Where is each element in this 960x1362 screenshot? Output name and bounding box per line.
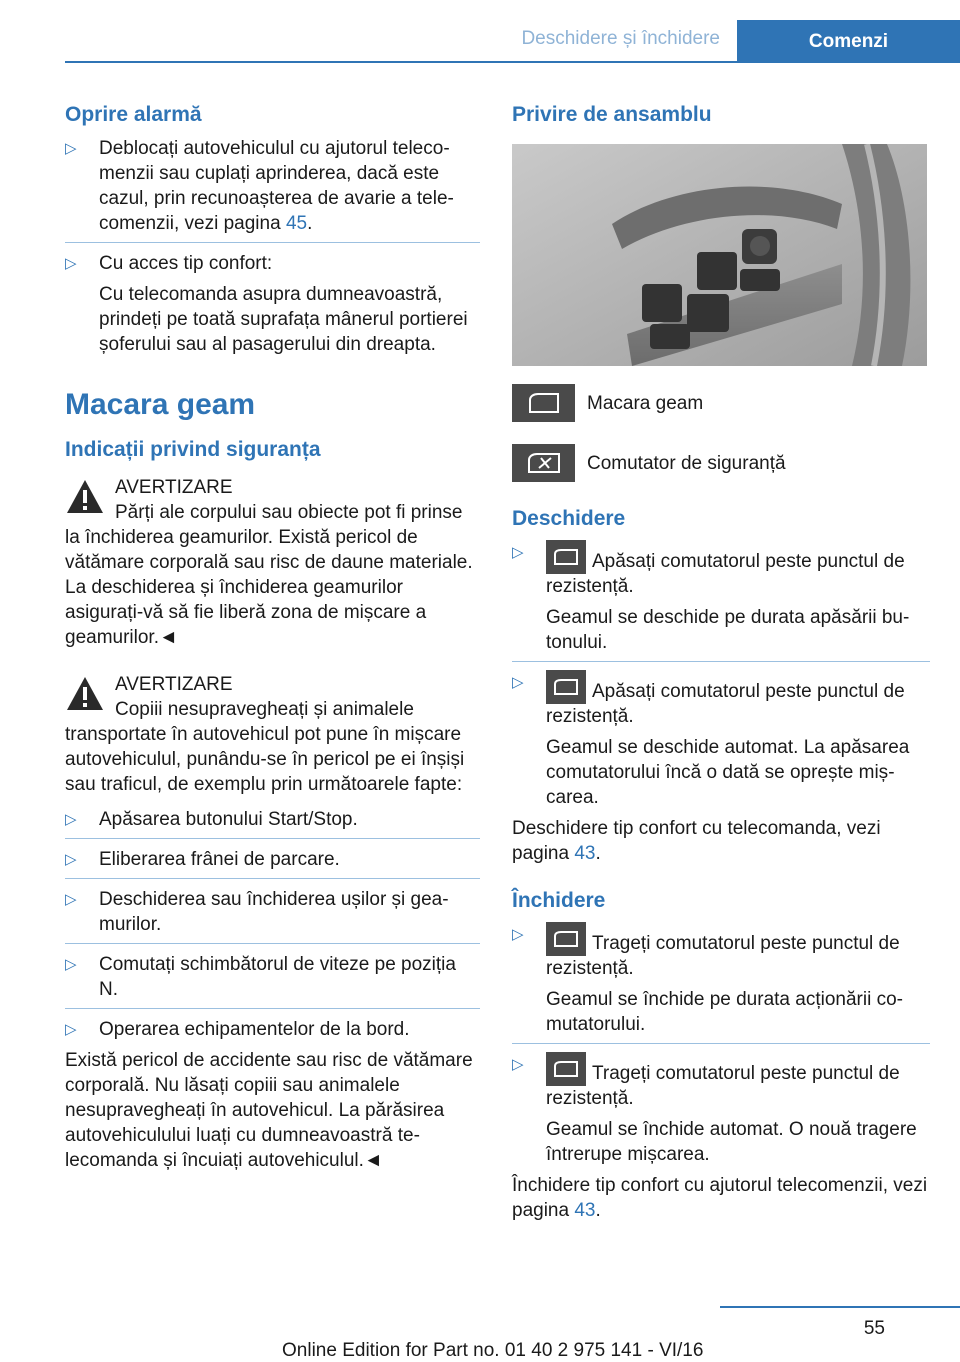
bullet-triangle-icon: ▷ (512, 544, 524, 561)
list-item: ▷ Cu acces tip confort: Cu telecomanda asupra dumneavoastră, prindeți pe toată suprafața mânerul portierei șoferului sau al pasagerului din dreapta. (65, 253, 468, 355)
divider (512, 661, 930, 662)
list-item: ▷ Operarea echipamentelor de la bord. (65, 1019, 410, 1040)
safety-switch-icon (512, 444, 575, 482)
bullet-triangle-icon: ▷ (65, 891, 77, 908)
warning-text: Copiii nesupravegheați și animalele transportate în autovehicul pot pune în mișcare autovehiculul, punându-se în pericol pe ei înșiși sau traficul, de exemplu prin următoarele fapte: (65, 699, 465, 795)
section-title: Macara geam (65, 388, 256, 421)
right-column (512, 100, 930, 1229)
header-rule (65, 61, 960, 63)
bullet-triangle-icon: ▷ (65, 140, 77, 157)
bullet-triangle-icon: ▷ (65, 956, 77, 973)
alarm-title: Oprire alarmă (65, 103, 202, 126)
open-comfort-paragraph: Deschidere tip confort cu telecomanda, vezi pagina 43. (512, 818, 881, 864)
divider (65, 838, 480, 839)
bullet-triangle-icon: ▷ (512, 1056, 524, 1073)
legend-window-switch (512, 384, 930, 422)
list-item: ▷ Eliberarea frânei de parcare. (65, 849, 340, 870)
list-item: ▷ Apăsați comutatorul peste punctul de rezistență. Geamul se deschide pe durata apăsării butonului. (512, 540, 930, 655)
legend-safety-switch (512, 444, 930, 482)
bullet-triangle-icon: ▷ (65, 255, 77, 272)
warning-list (65, 807, 480, 1042)
window-switch-icon (546, 922, 586, 956)
edition-text: Online Edition for Part no. 01 40 2 975 141 - VI/16 (282, 1340, 704, 1361)
window-switch-icon (546, 1052, 586, 1086)
header-chapter-tab: Comenzi (737, 20, 960, 63)
page-link[interactable]: 43 (574, 843, 596, 864)
list-item: ▷ Trageți comutatorul peste punctul de rezistență. Geamul se închide automat. O nouă tragere întrerupe mișcarea. (512, 1052, 930, 1167)
bullet-triangle-icon: ▷ (65, 811, 77, 828)
close-title: Închidere (512, 889, 606, 912)
divider (65, 242, 480, 243)
divider (65, 943, 480, 944)
warning-icon (65, 674, 105, 714)
list-item: ▷ Deblocați autovehiculul cu ajutorul telecomenzii sau cuplați aprinderea, dacă este cazul, prin recunoașterea de avarie a telecomenzii, vezi pagina 45. (65, 138, 454, 234)
list-item: ▷ Apăsați comutatorul peste punctul de rezistență. Geamul se deschide automat. La apăsarea comutatorului încă o dată se oprește mișcarea. (512, 670, 930, 810)
door-panel-photo (512, 144, 927, 366)
overview-title: Privire de ansamblu (512, 103, 712, 126)
divider (65, 1008, 480, 1009)
warning-block (65, 672, 480, 797)
divider (65, 878, 480, 879)
window-switch-icon (546, 670, 586, 704)
open-title: Deschidere (512, 507, 626, 530)
warning-icon (65, 477, 105, 517)
page-link[interactable]: 45 (285, 213, 308, 234)
warning-block (65, 475, 480, 650)
warning-title: AVERTIZARE (115, 674, 233, 695)
list-item: ▷ Apăsarea butonului Start/Stop. (65, 809, 358, 830)
warning-text: Părți ale corpului sau obiecte pot fi prinse la închiderea geamurilor. Există pericol de vătămare corporală sau risc de daune materiale. La deschiderea și închiderea geamurilor asigurați-vă să fie liberă zona de mișcare a geamurilor.◄ (65, 502, 473, 648)
bullet-triangle-icon: ▷ (65, 1021, 77, 1038)
list-item: ▷ Deschiderea sau închiderea ușilor și geamurilor. (65, 889, 449, 935)
list-item: ▷ Comutați schimbătorul de viteze pe poziția N. (65, 954, 456, 1000)
legend-label: Macara geam (587, 392, 704, 414)
legend-label: Comutator de siguranță (587, 452, 786, 474)
bullet-triangle-icon: ▷ (512, 926, 524, 943)
footer-rule (720, 1306, 960, 1308)
closing-paragraph: Există pericol de accidente sau risc de vătămare corporală. Nu lăsați copiii sau animalele nesupravegheați în autovehicul. La părăsirea autovehiculului luați cu dumneavoastră telecomanda și încuiați autovehiculul.◄ (65, 1050, 473, 1171)
list-item: ▷ Trageți comutatorul peste punctul de rezistență. Geamul se închide pe durata acționării comutatorului. (512, 922, 930, 1037)
page-number: 55 (863, 1318, 885, 1339)
close-comfort-paragraph: Închidere tip confort cu ajutorul telecomenzii, vezi pagina 43. (512, 1175, 928, 1221)
window-switch-icon (546, 540, 586, 574)
bullet-triangle-icon: ▷ (65, 851, 77, 868)
bullet-triangle-icon: ▷ (512, 674, 524, 691)
left-column (65, 100, 480, 1179)
divider (512, 1043, 930, 1044)
page-link[interactable]: 43 (574, 1200, 596, 1221)
header-section-title: Deschidere și închidere (521, 28, 720, 49)
safety-title: Indicații privind siguranța (65, 438, 321, 461)
window-switch-icon (512, 384, 575, 422)
warning-title: AVERTIZARE (115, 477, 233, 498)
